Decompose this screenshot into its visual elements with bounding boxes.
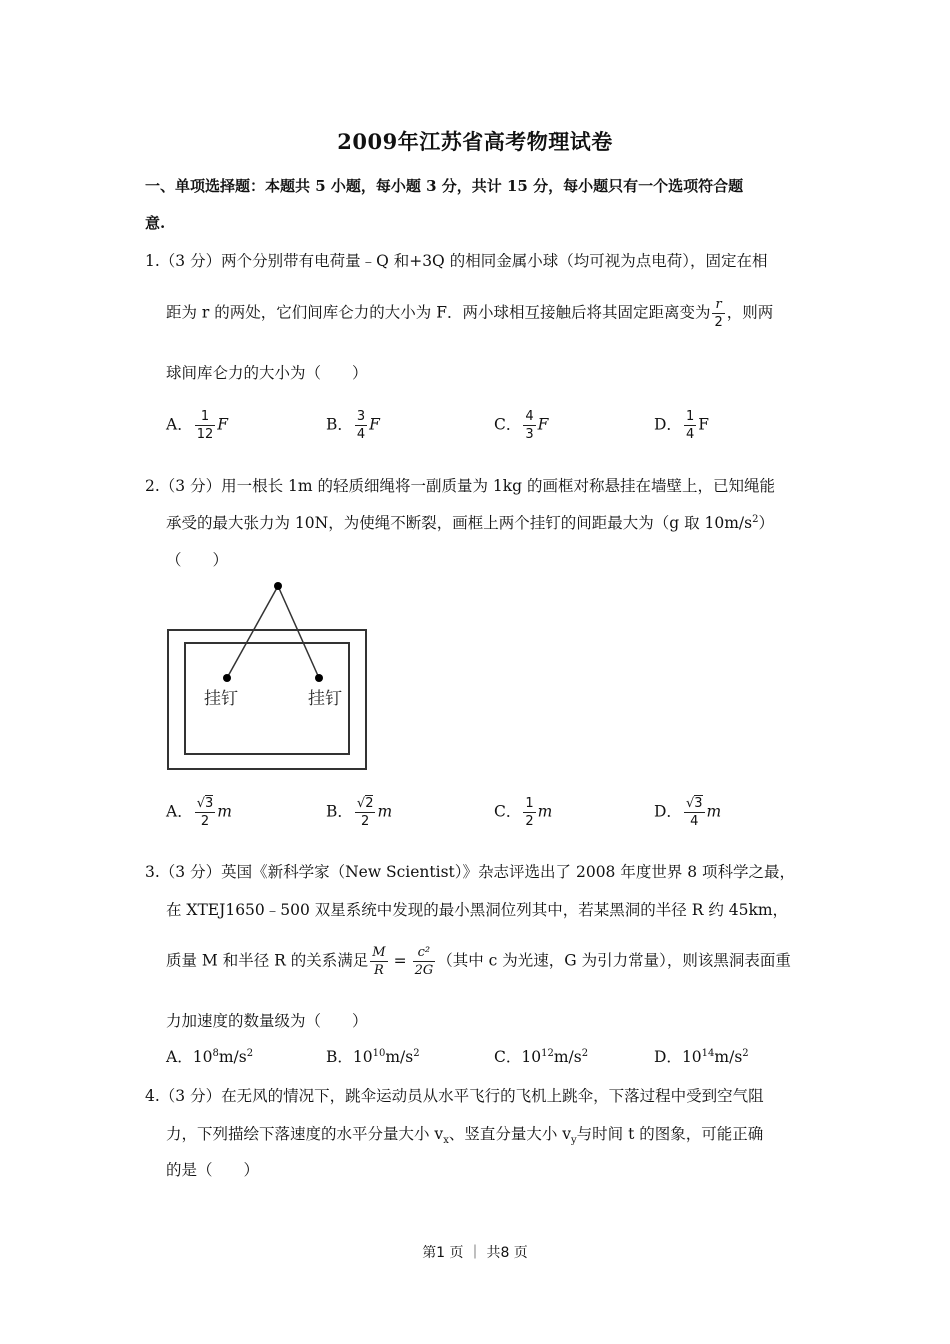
option-label: C． (494, 1048, 522, 1066)
rope-right (278, 586, 319, 678)
section-heading-line2: 意. (145, 214, 166, 232)
picture-frame-figure (166, 578, 372, 774)
q2-option-d[interactable] (654, 797, 721, 828)
q2-line1: 2.（3 分）用一根长 1m 的轻质细绳将一副质量为 1kg 的画框对称悬挂在墙壁上，已知绳能 (145, 477, 776, 495)
exponent: 14 (701, 1047, 715, 1059)
option-suffix: F (369, 415, 380, 434)
q3-line1: 3.（3 分）英国《新科学家（New Scientist）》杂志评选出了 2008 年度世界 8 项科学之最， (145, 863, 796, 881)
frac-den: 2 (200, 814, 210, 829)
q1-line2-text: 距为 r 的两处，它们间库仑力的大小为 F．两小球相互接触后将其固定距离变为 (166, 303, 711, 322)
equation-rhs (413, 946, 436, 977)
q4-line2-end: 与时间 t 的图象，可能正确 (576, 1125, 764, 1143)
power-base: 10 (521, 1048, 542, 1066)
q3-option-c[interactable] (494, 1045, 588, 1067)
option-fraction (684, 797, 705, 828)
option-label: B． (326, 415, 353, 434)
unit-exponent: 2 (742, 1047, 749, 1059)
frac-num: c² (413, 946, 436, 962)
exponent: 8 (212, 1047, 219, 1059)
sqrt-radicand: 3 (205, 796, 214, 811)
exponent: 10 (372, 1047, 386, 1059)
option-label: D． (654, 415, 682, 434)
superscript: 2 (752, 513, 759, 525)
unit-exponent: 2 (413, 1047, 420, 1059)
nail-label-left: 挂钉 (204, 689, 238, 709)
option-label: D． (654, 1048, 682, 1066)
subscript-x: x (443, 1135, 449, 1147)
q2-option-b[interactable] (326, 797, 392, 828)
power-base: 10 (192, 1048, 213, 1066)
frac-num: √2 (356, 796, 374, 811)
nail-label-right: 挂钉 (308, 689, 342, 709)
equation-lhs (370, 946, 387, 977)
option-fraction (523, 410, 535, 441)
q4-line3: 的是（ ） (166, 1161, 260, 1179)
unit-exponent: 2 (581, 1047, 589, 1059)
q1-line2 (166, 298, 773, 329)
q4-line2-mid: 、竖直分量大小 v (448, 1125, 572, 1143)
q3-line2: 在 XTEJ1650﹣500 双星系统中发现的最小黑洞位列其中，若某黑洞的半径 R 约 45km， (166, 901, 789, 919)
option-label: B． (326, 802, 353, 821)
unit: m/s (714, 1048, 743, 1066)
q3-line3 (166, 946, 791, 977)
frac-den: 2 (714, 315, 723, 330)
unit-exponent: 2 (246, 1047, 254, 1059)
rope-left (227, 586, 278, 678)
q1-option-b[interactable] (326, 410, 380, 441)
q1-option-a[interactable] (166, 410, 228, 441)
frac-num: √3 (685, 796, 703, 811)
unit: m/s (218, 1048, 247, 1066)
option-fraction (523, 797, 535, 828)
option-fraction (195, 410, 216, 441)
frac-den: 4 (356, 427, 366, 442)
q4-line2-text: 力，下列描绘下落速度的水平分量大小 v (166, 1125, 444, 1143)
frac-num: 1 (525, 796, 534, 811)
frac-den: 2 (361, 814, 370, 829)
q3-line3-end: （其中 c 为光速，G 为引力常量），则该黑洞表面重 (437, 951, 791, 970)
equals-sign: = (393, 951, 407, 970)
option-label: A． (166, 802, 193, 821)
option-suffix: F (217, 415, 229, 434)
subscript-y: y (571, 1135, 577, 1147)
nail-left (223, 674, 231, 682)
frac-den: 3 (525, 427, 534, 442)
q2-option-c[interactable] (494, 797, 552, 828)
power-base: 10 (352, 1048, 373, 1066)
option-suffix: m (537, 802, 553, 821)
option-label: A． (166, 1048, 193, 1066)
option-fraction (684, 410, 696, 441)
option-label: C． (494, 415, 522, 434)
option-suffix: F (698, 415, 709, 434)
unit: m/s (385, 1048, 414, 1066)
option-suffix: F (537, 415, 549, 434)
exponent: 12 (541, 1047, 554, 1059)
q2-line3: （ ） (166, 551, 229, 569)
q1-option-c[interactable] (494, 410, 548, 441)
q4-line2 (166, 1122, 763, 1146)
option-label: C． (494, 802, 522, 821)
q1-fraction-r-over-2 (712, 298, 724, 329)
option-suffix: m (706, 802, 722, 821)
option-label: D． (654, 802, 682, 821)
page-title: 2009年江苏省高考物理试卷 (337, 129, 613, 154)
frac-den: 2 (525, 814, 534, 829)
sqrt-radicand: 2 (365, 796, 374, 811)
section-heading-line1: 一、单项选择题：本题共 5 小题，每小题 3 分，共计 15 分，每小题只有一个选项符合题 (145, 177, 744, 195)
frac-den: 2G (414, 963, 434, 978)
frac-den: 4 (685, 427, 695, 442)
option-suffix: m (217, 802, 232, 821)
q2-option-a[interactable] (166, 797, 232, 828)
option-fraction (355, 797, 376, 828)
q1-line1: 1.（3 分）两个分别带有电荷量﹣Q 和+3Q 的相同金属小球（均可视为点电荷），固定在相 (145, 252, 768, 270)
frac-num: 1 (195, 410, 216, 426)
frac-num: √3 (196, 796, 214, 811)
page-footer: 第1 页 ｜ 共8 页 (422, 1245, 528, 1261)
frac-num: 4 (525, 409, 534, 424)
q2-line2 (166, 511, 774, 533)
hanging-point (274, 582, 282, 590)
q4-line1: 4.（3 分）在无风的情况下，跳伞运动员从水平飞行的飞机上跳伞，下落过程中受到空气阻 (145, 1087, 764, 1105)
frac-num: 1 (685, 409, 695, 424)
q3-option-d[interactable] (654, 1045, 749, 1067)
option-suffix: m (377, 802, 393, 821)
power-base: 10 (681, 1048, 702, 1066)
q2-line2-end: ） (758, 514, 774, 532)
q1-option-d[interactable] (654, 410, 709, 441)
q3-line4: 力加速度的数量级为（ ） (166, 1012, 368, 1030)
q1-line2-end: ，则两 (726, 303, 774, 322)
option-label: B． (326, 1048, 353, 1066)
q3-option-a[interactable] (166, 1045, 253, 1067)
q3-option-b[interactable] (326, 1045, 420, 1067)
option-fraction (355, 410, 367, 441)
unit: m/s (553, 1048, 582, 1066)
frac-den: 4 (690, 814, 699, 829)
q1-line3: 球间库仑力的大小为（ ） (166, 364, 368, 382)
option-label: A． (166, 415, 193, 434)
frac-num: r (712, 298, 724, 314)
sqrt-radicand: 3 (694, 796, 703, 811)
frac-num: M (372, 945, 386, 960)
option-fraction (195, 797, 216, 828)
q3-line3-text: 质量 M 和半径 R 的关系满足 (166, 951, 369, 970)
frac-num: 3 (356, 409, 366, 424)
nail-right (315, 674, 323, 682)
frac-den: 12 (196, 427, 214, 442)
frac-den: R (374, 963, 384, 978)
q2-line2-text: 承受的最大张力为 10N，为使绳不断裂，画框上两个挂钉的间距最大为（g 取 10m/s (166, 514, 753, 532)
